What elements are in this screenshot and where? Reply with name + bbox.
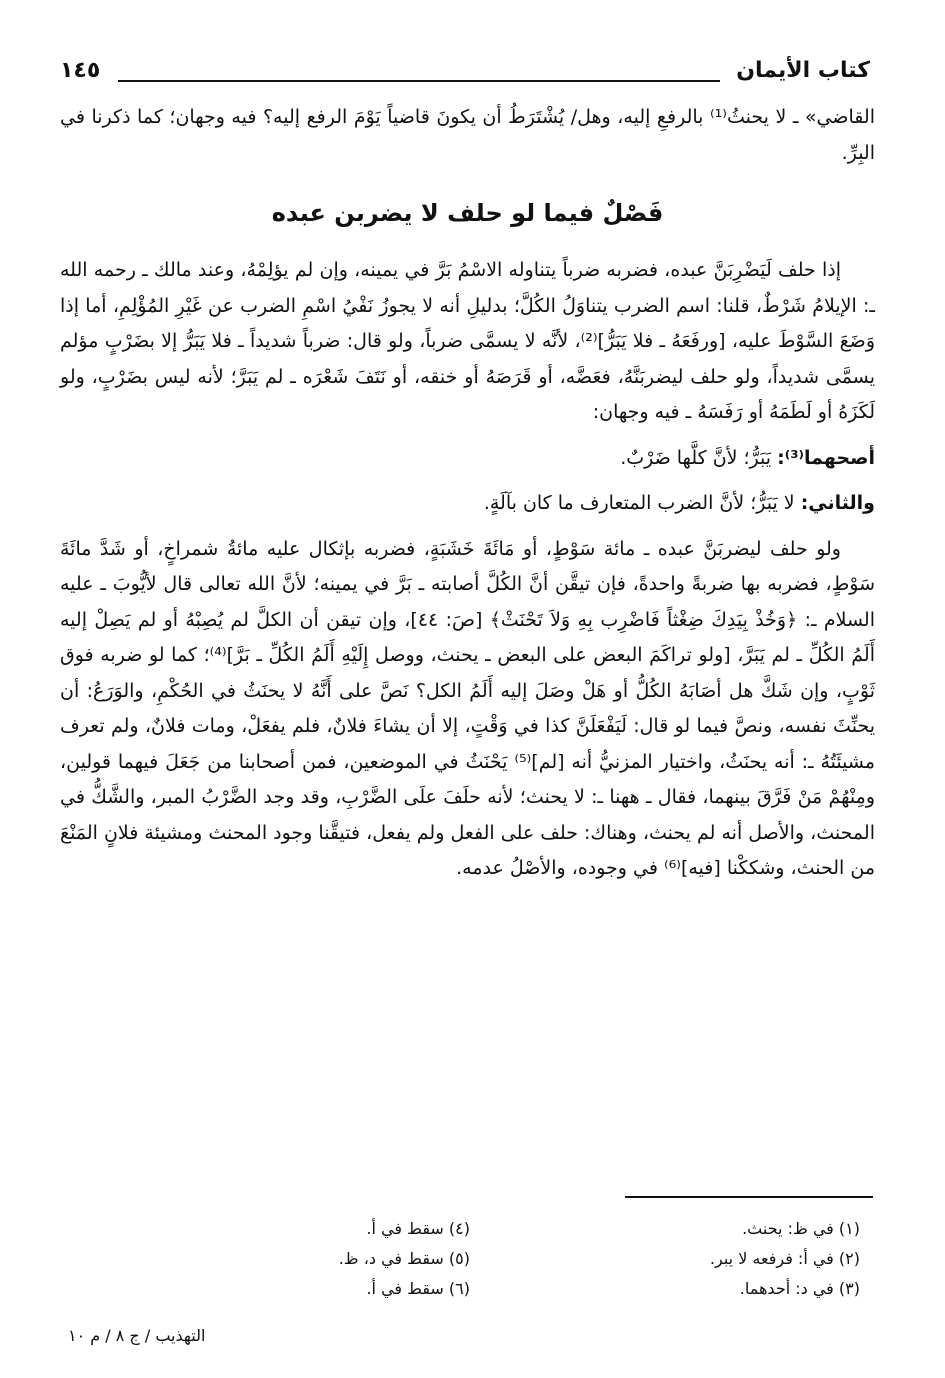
opinion-1-text: يَبَرُّ؛ لأنَّ كلَّها ضَرْبٌ.	[620, 446, 772, 469]
footnote-2: (٢) في أ: فرفعه لا يبر.	[709, 1249, 860, 1268]
page-number: ١٤٥	[60, 58, 101, 83]
footnote-6: (٦) سقط في أ.	[366, 1279, 470, 1298]
footnote-4: (٤) سقط في أ.	[366, 1219, 470, 1238]
footnote-1: (١) في ظ: يحنث.	[742, 1219, 860, 1238]
opinion-2-lead: والثاني:	[800, 492, 875, 514]
printer-signature: التهذيب / ج ٨ / م ١٠	[68, 1326, 206, 1345]
opinion-1-lead: أصحهما⁽³⁾:	[777, 446, 875, 469]
footnote-5: (٥) سقط في د، ظ.	[338, 1249, 470, 1268]
footnotes-left-column	[210, 1214, 470, 1304]
page-header	[60, 58, 870, 98]
running-title: كتاب الأيمان	[736, 58, 870, 83]
footnote-rule	[625, 1196, 873, 1198]
footnotes-right-column	[600, 1214, 860, 1304]
opinion-2	[60, 486, 875, 522]
paragraph-1: إذا حلف لَيَضْرِبَنَّ عبده، فضربه ضرباً يتناوله الاسْمُ بَرَّ في يمينه، وإن لم يؤلِمْهُ، وعند مالك ـ رحمه الله ـ: الإيلامُ شَرْطٌ، قلنا: اسم الضرب يتناوَلُ الكُلَّ؛ بدليلِ أنه لا يجوزُ نَفْيُ اسْمِ الضرب عن غَيْرِ المُؤْلِمِ، أما إذا وَضَعَ السَّوْطَ عليه، [ورفَعَهُ ـ فلا يَبَرُّ]⁽²⁾، لأنَّه لا يسمَّى ضرباً، ولو قال: ضرباً شديداً ـ فلا يَبَرُّ إلا بضَرْبٍ مؤلم يسمَّى شديداً، ولو حلف ليضربَنَّهُ، فعَضَّه، أو قَرَصَهُ أو خنقه، أو نَتَفَ شَعْرَه ـ لم يَبَرَّ؛ لأنه ليس بضَرْبٍ، ولو لَكَزَهُ أو لَطَمَهُ أو رَفَسَهُ ـ فيه وجهان:	[60, 259, 875, 423]
intro-paragraph: القاضي» ـ لا يحنثُ⁽¹⁾ بالرفعِ إليه، وهل/ يُشْتَرَطُ أن يكونَ قاضياً يَوْمَ الرفع إليه؟ فيه وجهان؛ كما ذكرنا في البِرِّ.	[60, 106, 875, 164]
section-title: فَصْلٌ فيما لو حلف لا يضربن عبده	[271, 199, 664, 227]
opinion-1	[60, 441, 875, 477]
paragraph-2: ولو حلف ليضربَنَّ عبده ـ مائة سَوْطٍ، أو مَائَةَ خَشَبَةٍ، فضربه بإثكال عليه مائةُ شمراخٍ، أو شَدَّ مائَةَ سَوْطٍ، فضربه بها ضربةً واحدةً، فإن تيقَّن أنَّ الكُلَّ أصابته ـ بَرَّ في يمينه؛ لأنَّ الله تعالى قال لأيُّوبَ ـ عليه السلام ـ: ﴿وَخُذْ بِيَدِكَ ضِغْثاً فَاضْرِب بِهِ وَلاَ تَحْنَثْ﴾ [صَ: ٤٤]، وإن تيقن أن الكلَّ لم يُصِبْهُ أو لم يَصِلْ إليه أَلَمُ الكُلِّ ـ لم يَبَرَّ، [ولو تراكَمَ البعض على البعض ـ يحنث، ووصل إِلَيْهِ أَلَمُ الكُلِّ ـ بَرَّ]⁽⁴⁾؛ كما لو ضربه فوق ثَوْبٍ، وإن شَكَّ هل أصَابَهُ الكُلُّ أو هَلْ وصَلَ إليه أَلَمُ الكل؟ نَصَّ على أَنَّهُ لا يحنَثُ في الحُكْمِ، والوَرَعُ: أن يحنِّثَ نفسه، ونصَّ فيما لو قال: لَيَفْعَلَنَّ كذا في وَقْتٍ، إلا أن يشاءَ فلانٌ، فلم يفعَلْ، ومات فلانٌ، ولم تعرف مشيئَتُهُ ـ: أنه يحنَثُ، واختيار المزنيُّ أنه [لم]⁽⁵⁾ يَحْنَثُ في الموضعين، فمن أصحابنا من جَعَلَ فيهما قولين، ومِنْهُمْ مَنْ فَرَّقَ بينهما، فقال ـ ههنا ـ: لا يحنث؛ لأنه حلَفَ علَى الضَّرْبِ، وقد وجد الضَّرْبُ المبر، والشَّكُّ في المحنث، والأصل أنه لم يحنث، وهناك: حلف على الفعل ولم يفعل، فتيقَّنا وجود المحنث ومشيئة فلانٍ المَنْعَ من الحنث، وشككْنا [فيه]⁽⁶⁾ في وجوده، والأصْلُ عدمه.	[60, 537, 875, 879]
header-rule	[118, 80, 720, 82]
body-text	[60, 100, 875, 887]
footnote-3: (٣) في د: أحدهما.	[739, 1279, 860, 1298]
opinion-2-text: لا يَبَرُّ؛ لأنَّ الضرب المتعارف ما كان بآلَةٍ.	[483, 492, 795, 514]
